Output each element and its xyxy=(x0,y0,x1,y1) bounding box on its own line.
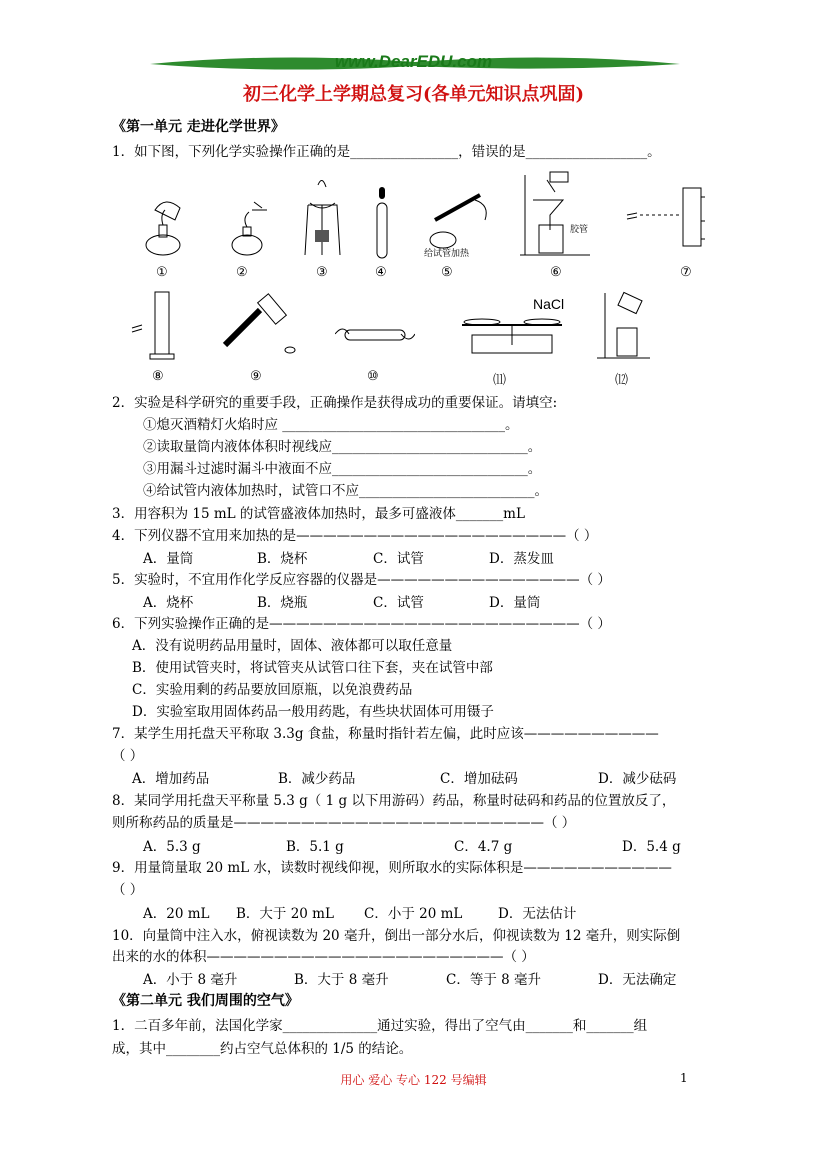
q1-text: 1．如下图，下列化学实验操作正确的是________________，错误的是__________________。 xyxy=(112,144,661,160)
fig-label-3: ③ xyxy=(316,265,328,280)
q8-line-1: 8．某同学用托盘天平称量 5.3 g（ 1 g 以下用游码）药品，称量时砝码和药品的位置放反了， xyxy=(112,793,676,809)
q2-item-2: ②读取量筒内液体体积时视线应_____________________________。 xyxy=(143,439,542,455)
fig-balance xyxy=(452,310,572,360)
q10-line-2: 出来的水的体积——————————————————————（ ） xyxy=(112,949,535,965)
q10-opt-b: B．大于 8 毫升 xyxy=(294,972,389,988)
q7-opt-a: A．增加药品 xyxy=(132,771,210,787)
fig-label-2: ② xyxy=(236,265,248,280)
q8-opt-a: A．5.3 g xyxy=(143,839,201,855)
q10-opt-a: A．小于 8 毫升 xyxy=(143,972,238,988)
q2-item-1: ①熄灭酒精灯火焰时应 _________________________________。 xyxy=(143,417,519,433)
unit2-heading: 《第二单元 我们周围的空气》 xyxy=(112,993,299,1009)
q2-item-4: ④给试管内液体加热时，试管口不应__________________________。 xyxy=(143,483,548,499)
q2-text: 2．实验是科学研究的重要手段，正确操作是获得成功的重要保证。请填空: xyxy=(112,395,558,411)
q4-opt-a: A．量筒 xyxy=(143,551,194,567)
q8-opt-c: C．4.7 g xyxy=(454,839,513,855)
fig-heat-caption: 给试管加热 xyxy=(424,249,470,259)
fig-label-6: ⑥ xyxy=(550,265,562,280)
q8-opt-b: B．5.1 g xyxy=(286,839,344,855)
page-title: 初三化学上学期总复习(各单元知识点巩固) xyxy=(242,84,585,105)
u2-q1-line-2: 成，其中________约占空气总体积的 1/5 的结论。 xyxy=(112,1041,413,1057)
q3-text: 3．用容积为 15 mL 的试管盛液体加热时，最多可盛液体_______mL xyxy=(112,506,525,522)
q9-line-2: （ ） xyxy=(112,882,144,898)
q9-opt-b: B．大于 20 mL xyxy=(236,906,334,922)
fig-label-5: ⑤ xyxy=(441,265,453,280)
q4-opt-d: D．蒸发皿 xyxy=(489,551,554,567)
fig-cylinder xyxy=(130,290,180,362)
q9-opt-a: A．20 mL xyxy=(143,906,210,922)
q8-line-2: 则所称药品的质量是———————————————————————（ ） xyxy=(112,815,576,831)
fig-label-4: ④ xyxy=(375,265,387,280)
q6-opt-a: A．没有说明药品用量时，固体、液体都可以取任意量 xyxy=(132,638,453,654)
q5-opt-d: D．量筒 xyxy=(489,595,541,611)
fig-test-tube-dropper xyxy=(372,185,392,260)
q6-text: 6．下列实验操作正确的是———————————————————————（ ） xyxy=(112,616,611,632)
q6-opt-c: C．实验用剩的药品要放回原瓶，以免浪费药品 xyxy=(132,682,413,698)
q8-opt-d: D．5.4 g xyxy=(622,839,681,855)
fig-label-11: ⑾ xyxy=(493,373,507,388)
q5-text: 5．实验时，不宜用作化学反应容器的仪器是———————————————（ ） xyxy=(112,572,611,588)
q10-opt-c: C．等于 8 毫升 xyxy=(446,972,542,988)
q7-opt-c: C．增加砝码 xyxy=(440,771,518,787)
site-url[interactable]: www.DearEDU.com xyxy=(334,52,493,71)
fig-tube-caption: 胶管 xyxy=(570,225,589,235)
q7-opt-d: D．减少砝码 xyxy=(598,771,677,787)
fig-cylinder-reading xyxy=(625,185,710,250)
fig-pour-beaker xyxy=(595,288,655,363)
q2-item-3: ③用漏斗过滤时漏斗中液面不应_____________________________。 xyxy=(143,461,542,477)
q9-opt-c: C．小于 20 mL xyxy=(364,906,463,922)
fig-blow-lamp xyxy=(222,190,272,260)
fig-label-7: ⑦ xyxy=(680,265,692,280)
q7-line-2: （ ） xyxy=(112,748,144,764)
q5-opt-c: C．试管 xyxy=(373,595,424,611)
q7-opt-b: B．减少药品 xyxy=(278,771,356,787)
q4-opt-b: B．烧杯 xyxy=(257,551,308,567)
fig-lamp-lighting xyxy=(135,190,190,260)
fig-evaporating-dish xyxy=(300,175,345,260)
q6-opt-d: D．实验室取用固体药品一般用药匙，有些块状固体可用镊子 xyxy=(132,704,494,720)
page-number: 1 xyxy=(680,1071,688,1085)
q9-line-1: 9．用量筒量取 20 mL 水，读数时视线仰视，则所取水的实际体积是——————————— xyxy=(112,860,672,876)
q4-opt-c: C．试管 xyxy=(373,551,424,567)
fig-horizontal-test-tube xyxy=(335,320,415,355)
u2-q1-line-1: 1．二百多年前，法国化学家______________通过实验，得出了空气由_______和_______组 xyxy=(112,1018,648,1034)
q10-opt-d: D．无法确定 xyxy=(598,972,677,988)
q5-opt-b: B．烧瓶 xyxy=(257,595,308,611)
q7-line-1: 7．某学生用托盘天平称取 3.3g 食盐，称量时指针若左偏，此时应该—————————— xyxy=(112,726,659,742)
fig-pouring-liquid xyxy=(220,290,300,360)
q9-opt-d: D．无法估计 xyxy=(498,906,577,922)
fig-label-10: ⑩ xyxy=(367,369,379,384)
fig-nacl-label: NaCl xyxy=(533,296,565,312)
unit1-heading: 《第一单元 走进化学世界》 xyxy=(112,119,285,135)
q4-text: 4．下列仪器不宜用来加热的是————————————————————（ ） xyxy=(112,528,598,544)
fig-label-8: ⑧ xyxy=(152,369,164,384)
q6-opt-b: B．使用试管夹时，将试管夹从试管口往下套，夹在试管中部 xyxy=(132,660,493,676)
fig-label-1: ① xyxy=(156,265,168,280)
q10-line-1: 10．向量筒中注入水，俯视读数为 20 毫升，倒出一部分水后，仰视读数为 12 毫升，则实际倒 xyxy=(112,928,681,944)
fig-filtration xyxy=(515,170,595,260)
fig-label-12: ⑿ xyxy=(615,373,629,388)
fig-label-9: ⑨ xyxy=(250,369,262,384)
footer-text: 用心 爱心 专心 122 号编辑 xyxy=(340,1073,487,1087)
q5-opt-a: A．烧杯 xyxy=(143,595,194,611)
